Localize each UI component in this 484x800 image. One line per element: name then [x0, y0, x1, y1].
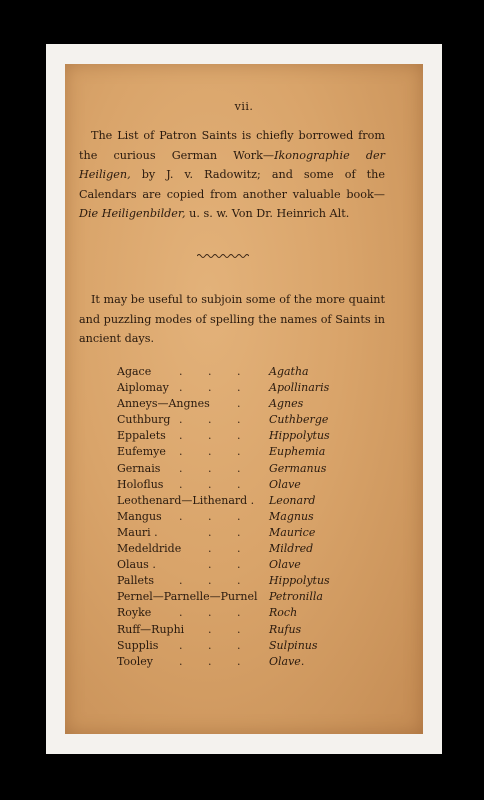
old-spelling: Gernais — [117, 461, 161, 475]
leader-dots: . . . — [179, 654, 241, 668]
modern-name: Hippolytus — [269, 574, 330, 588]
saint-row — [117, 606, 347, 622]
old-spelling: Cuthburg — [117, 413, 171, 427]
modern-name: Rufus — [269, 622, 302, 636]
modern-name: Sulpinus — [269, 638, 318, 652]
modern-name: Olave — [269, 477, 301, 491]
intro-italic-title-1: Ikonographie der Heiligen, — [79, 148, 385, 181]
modern-name: Olave. — [269, 654, 305, 668]
old-spelling: Leothenard—Lithenard . — [117, 493, 255, 507]
old-spelling: Anneys—Angnes — [117, 397, 210, 411]
modern-name: Petronilla — [269, 590, 323, 604]
intro-italic-title-2: Die Heiligenbilder, — [79, 207, 186, 220]
modern-name: Magnus — [269, 509, 314, 523]
leader-dots: . . . — [179, 429, 241, 443]
intro-text-3: u. s. w. Von Dr. Heinrich Alt. — [185, 207, 350, 220]
leader-dots: . . — [208, 525, 241, 539]
leader-dots: . — [237, 397, 241, 411]
leader-dots: . . . — [179, 477, 241, 491]
leader-dots: . . . — [179, 461, 241, 475]
saint-row — [117, 365, 347, 381]
old-spelling: Eppalets — [117, 429, 166, 443]
modern-name: Euphemia — [269, 445, 326, 459]
saint-row — [117, 526, 347, 542]
leader-dots: . . . — [179, 638, 241, 652]
leader-dots: . . — [208, 558, 241, 572]
modern-name: Leonard — [269, 493, 316, 507]
leader-dots: . . — [208, 542, 241, 556]
old-spelling: Supplis — [117, 638, 159, 652]
saint-row — [117, 558, 347, 574]
saint-row — [117, 623, 347, 639]
leader-dots: . . . — [179, 509, 241, 523]
old-spelling: Royke — [117, 606, 152, 620]
saint-row — [117, 429, 347, 445]
modern-name: Agnes — [269, 397, 304, 411]
old-spelling: Mangus — [117, 509, 162, 523]
leader-dots: . . . — [179, 365, 241, 378]
saint-row — [117, 510, 347, 526]
saint-row — [117, 462, 347, 478]
saint-row — [117, 542, 347, 558]
old-spelling: Ruff—Ruphi — [117, 622, 185, 636]
modern-name: Germanus — [269, 461, 327, 475]
old-spelling: Tooley — [117, 654, 153, 668]
leader-dots: . . . — [179, 381, 241, 395]
saint-name-list — [117, 365, 347, 671]
saint-row — [117, 478, 347, 494]
modern-name: Maurice — [269, 525, 316, 539]
leader-dots: . . — [208, 622, 241, 636]
old-spelling: Medeldride — [117, 542, 182, 556]
intro-text-2: by J. v. Radowitz; and some of the Calendars are copied from another valuable book— — [79, 168, 385, 201]
page-number: vii. — [234, 100, 254, 113]
wavy-line-icon — [197, 252, 249, 260]
old-spelling: Eufemye — [117, 445, 166, 459]
modern-name: Olave — [269, 558, 301, 572]
modern-name: Apollinaris — [269, 381, 330, 395]
saint-row — [117, 494, 347, 510]
modern-name: Mildred — [269, 542, 314, 556]
leader-dots: . . . — [179, 413, 241, 427]
saint-row — [117, 381, 347, 397]
old-spelling: Mauri . — [117, 525, 158, 539]
saint-row — [117, 574, 347, 590]
leader-dots: . . . — [179, 574, 241, 588]
modern-name: Agatha — [269, 365, 309, 378]
old-spelling: Olaus . — [117, 558, 156, 572]
saint-row — [117, 639, 347, 655]
leader-dots: . . . — [179, 445, 241, 459]
saint-row — [117, 655, 347, 671]
saint-row — [117, 590, 347, 606]
intro-text-1: The List of Patron Saints is chiefly borrowed from the curious German Work— — [79, 129, 385, 162]
saint-row — [117, 397, 347, 413]
saint-row — [117, 413, 347, 429]
modern-name: Hippolytus — [269, 429, 330, 443]
intro-paragraph — [79, 126, 385, 224]
section-divider-ornament — [197, 252, 249, 260]
old-spelling: Pallets — [117, 574, 155, 588]
leader-dots: . . . — [179, 606, 241, 620]
old-spelling: Agace — [117, 365, 152, 378]
spelling-paragraph — [79, 290, 385, 349]
spelling-text: It may be useful to subjoin some of the more quaint and puzzling modes of spelling the names of Saints in ancient days. — [79, 293, 385, 345]
old-spelling: Pernel—Parnelle—Purnel — [117, 590, 258, 604]
old-spelling: Aiplomay — [117, 381, 169, 395]
modern-name: Roch — [269, 606, 298, 620]
book-page — [65, 64, 423, 734]
modern-name: Cuthberge — [269, 413, 329, 427]
saint-row — [117, 445, 347, 461]
old-spelling: Holoflus — [117, 477, 164, 491]
